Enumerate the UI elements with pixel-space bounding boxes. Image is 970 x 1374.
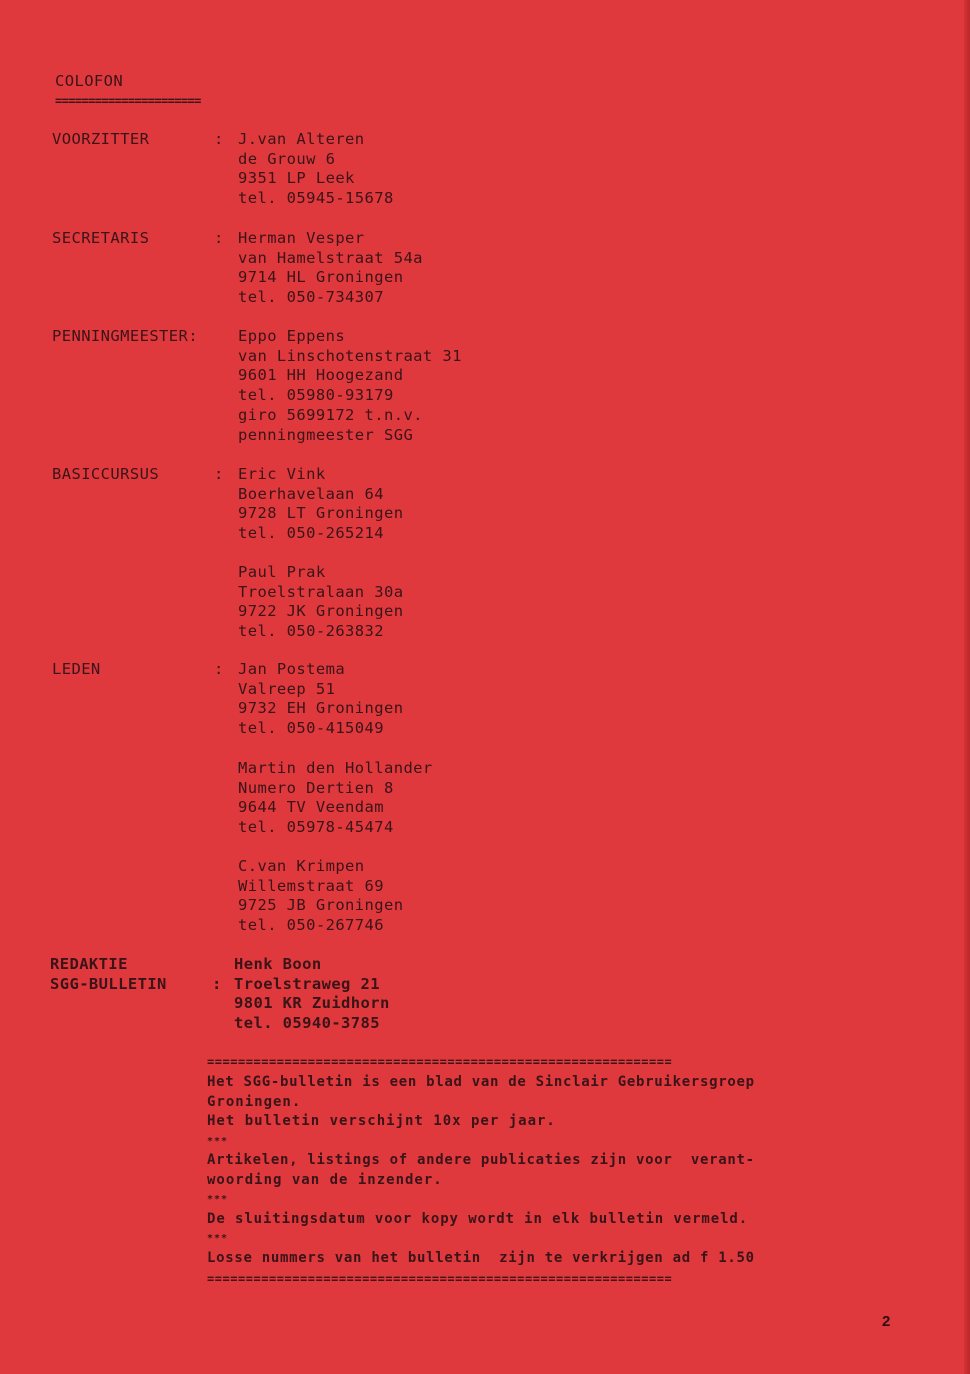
sgg-bulletin-label: SGG-BULLETIN: [50, 975, 167, 993]
page-title: COLOFON: [55, 72, 124, 90]
phone-line: tel. 050-267746: [238, 916, 384, 935]
page-number: 2: [882, 1313, 891, 1330]
address-line: van Linschotenstraat 31: [238, 346, 462, 365]
address-line: 9351 LP Leek: [238, 169, 355, 188]
address-line: 9732 EH Groningen: [238, 699, 404, 718]
redaktie-label: REDAKTIE: [50, 955, 128, 973]
title-underline: ======================: [55, 95, 201, 107]
leden-label: LEDEN: [52, 660, 101, 678]
address-line: Jan Postema: [238, 660, 346, 678]
basiccursus-person-1: [238, 465, 403, 544]
footer-line: Losse nummers van het bulletin zijn te verkrijgen ad f 1.50: [207, 1249, 755, 1266]
address-line: Willemstraat 69: [238, 876, 384, 895]
address-line: 9722 JK Groningen: [238, 602, 404, 621]
address-line: Paul Prak: [238, 563, 326, 581]
footer-bottom-rule: ============================================================: [207, 1273, 673, 1285]
leden-person-2: [238, 759, 433, 838]
phone-line: tel. 05978-45474: [238, 818, 394, 837]
address-line: C.van Krimpen: [238, 857, 365, 875]
footer-separator: ***: [207, 1233, 229, 1244]
address-line: Martin den Hollander: [238, 759, 433, 777]
phone-line: tel. 05980-93179: [238, 386, 394, 405]
penningmeester-label: PENNINGMEESTER:: [52, 327, 198, 345]
address-line: 9601 HH Hoogezand: [238, 366, 404, 385]
footer-text: [207, 1073, 912, 1268]
phone-line: tel. 050-263832: [238, 622, 384, 641]
footer-line: De sluitingsdatum voor kopy wordt in elk bulletin vermeld.: [207, 1210, 749, 1227]
footer-separator: ***: [207, 1135, 229, 1147]
address-line: J.van Alteren: [238, 130, 365, 148]
basiccursus-label: BASICCURSUS: [52, 465, 160, 483]
phone-line: tel. 050-415049: [238, 719, 384, 738]
voorzitter-address: [238, 130, 394, 209]
address-line: 9644 TV Veendam: [238, 798, 384, 817]
address-line: Herman Vesper: [238, 229, 365, 247]
voorzitter-colon: :: [214, 130, 224, 148]
giro-line: giro 5699172 t.n.v.: [238, 405, 423, 424]
penningmeester-address: [238, 327, 462, 445]
address-line: Boerhavelaan 64: [238, 484, 384, 503]
footer-line: Het bulletin verschijnt 10x per jaar.: [207, 1113, 556, 1129]
redaktie-address: [234, 955, 390, 1034]
secretaris-label: SECRETARIS: [52, 229, 150, 247]
redaktie-colon: :: [212, 975, 222, 993]
address-line: Numero Dertien 8: [238, 778, 394, 797]
address-line: 9728 LT Groningen: [238, 504, 404, 523]
address-line: de Grouw 6: [238, 149, 336, 168]
footer-line: Groningen.: [207, 1093, 302, 1110]
phone-line: tel. 05940-3785: [234, 1014, 380, 1033]
address-line: van Hamelstraat 54a: [238, 248, 423, 267]
basiccursus-colon: :: [214, 465, 224, 483]
footer-separator: ***: [207, 1194, 229, 1205]
giro-line: penningmeester SGG: [238, 425, 414, 444]
address-line: Eric Vink: [238, 465, 326, 483]
secretaris-address: [238, 229, 423, 308]
phone-line: tel. 050-734307: [238, 288, 384, 307]
footer-line: Het SGG-bulletin is een blad van de Sinclair Gebruikersgroep: [207, 1074, 755, 1090]
phone-line: tel. 050-265214: [238, 524, 384, 543]
address-line: Henk Boon: [234, 955, 322, 973]
address-line: 9801 KR Zuidhorn: [234, 994, 390, 1013]
basiccursus-person-2: [238, 563, 403, 642]
leden-person-3: [238, 857, 403, 936]
footer-top-rule: ============================================================: [207, 1056, 673, 1068]
voorzitter-label: VOORZITTER: [52, 130, 150, 148]
footer-line: woording van de inzender.: [207, 1171, 443, 1188]
page-edge: [964, 0, 970, 1374]
secretaris-colon: :: [214, 229, 224, 247]
footer-line: Artikelen, listings of andere publicaties zijn voor verant-: [207, 1152, 755, 1168]
address-line: Troelstraweg 21: [234, 974, 380, 993]
phone-line: tel. 05945-15678: [238, 189, 394, 208]
address-line: 9714 HL Groningen: [238, 268, 404, 287]
address-line: Troelstralaan 30a: [238, 582, 404, 601]
leden-colon: :: [214, 660, 224, 678]
leden-person-1: [238, 660, 403, 739]
address-line: Valreep 51: [238, 679, 336, 698]
address-line: 9725 JB Groningen: [238, 896, 404, 915]
address-line: Eppo Eppens: [238, 327, 346, 345]
